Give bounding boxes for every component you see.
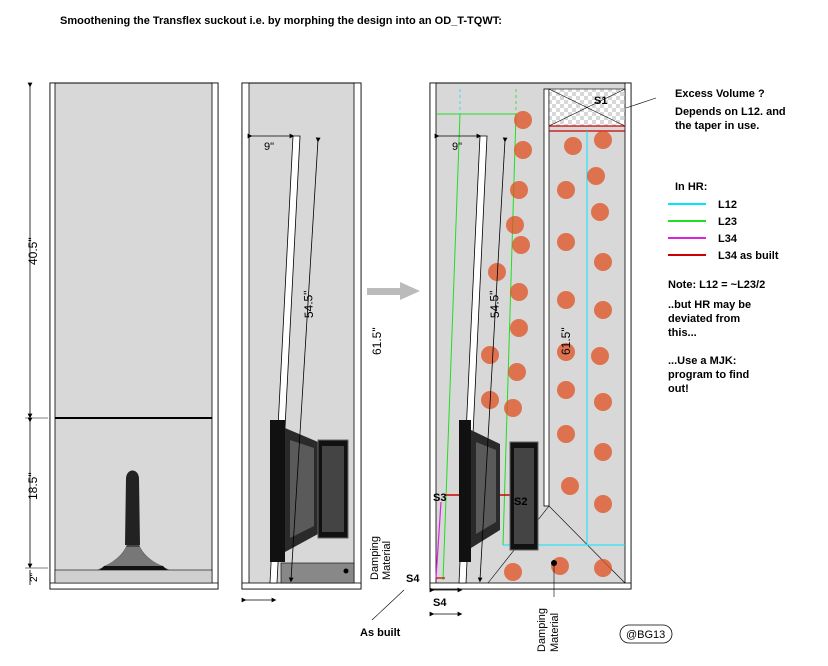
dim-lower-label: 18.5" — [26, 472, 40, 500]
hr-line2: deviated from — [668, 313, 741, 325]
page-title: Smoothening the Transflex suckout i.e. by morphing the design into an OD_T-TQWT: — [60, 15, 502, 27]
height-dim-label: 61.5" — [370, 327, 384, 355]
excess-volume-title: Excess Volume ? — [675, 88, 765, 100]
morph-arrow-icon — [367, 282, 420, 300]
as-built-label: As built — [360, 627, 401, 639]
panel-as-built-box — [242, 83, 420, 639]
credit-badge — [620, 625, 672, 643]
note-line: Note: L12 = ~L23/2 — [668, 279, 766, 291]
credit-label: @BG13 — [626, 629, 666, 641]
height-dim-label-tqwt: 61.5" — [559, 327, 573, 355]
damping-label-tqwt-2: Material — [549, 612, 561, 652]
s2-label: S2 — [514, 496, 528, 508]
s4-label-as-built: S4 — [406, 573, 420, 585]
legend-title: In HR: — [675, 181, 708, 193]
hr-line1: ..but HR may be — [668, 299, 752, 311]
excess-volume-line1: Depends on L12. and — [675, 106, 786, 118]
panel-tqwt-box — [430, 83, 631, 652]
legend — [668, 199, 779, 262]
legend-label-1: L23 — [718, 216, 737, 228]
offset-dim-label: 9" — [264, 141, 275, 153]
mjk-line2: program to find — [668, 369, 750, 381]
legend-label-3: L34 as built — [718, 250, 779, 262]
hr-line3: this... — [668, 327, 697, 339]
panel-original-box — [25, 83, 218, 589]
length-dim-label: 54.5" — [301, 290, 316, 319]
s1-label: S1 — [594, 95, 608, 107]
offset-dim-label-tqwt: 9" — [452, 141, 463, 153]
dim-base-label: 2" — [29, 572, 40, 582]
mjk-line3: out! — [668, 383, 689, 395]
mjk-line1: ...Use a MJK: — [668, 355, 737, 367]
damping-label-tqwt-1: Damping — [536, 607, 548, 652]
damping-label-1: Damping — [369, 535, 381, 580]
excess-volume-line2: the taper in use. — [675, 120, 760, 132]
legend-label-2: L34 — [718, 233, 737, 245]
s4-label-tqwt: S4 — [433, 597, 447, 609]
length-dim-label-tqwt: 54.5" — [487, 290, 502, 319]
damping-label-2: Material — [381, 540, 393, 580]
dim-upper-label: 40.5" — [26, 237, 40, 265]
s3-label: S3 — [433, 492, 447, 504]
legend-label-0: L12 — [718, 199, 737, 211]
